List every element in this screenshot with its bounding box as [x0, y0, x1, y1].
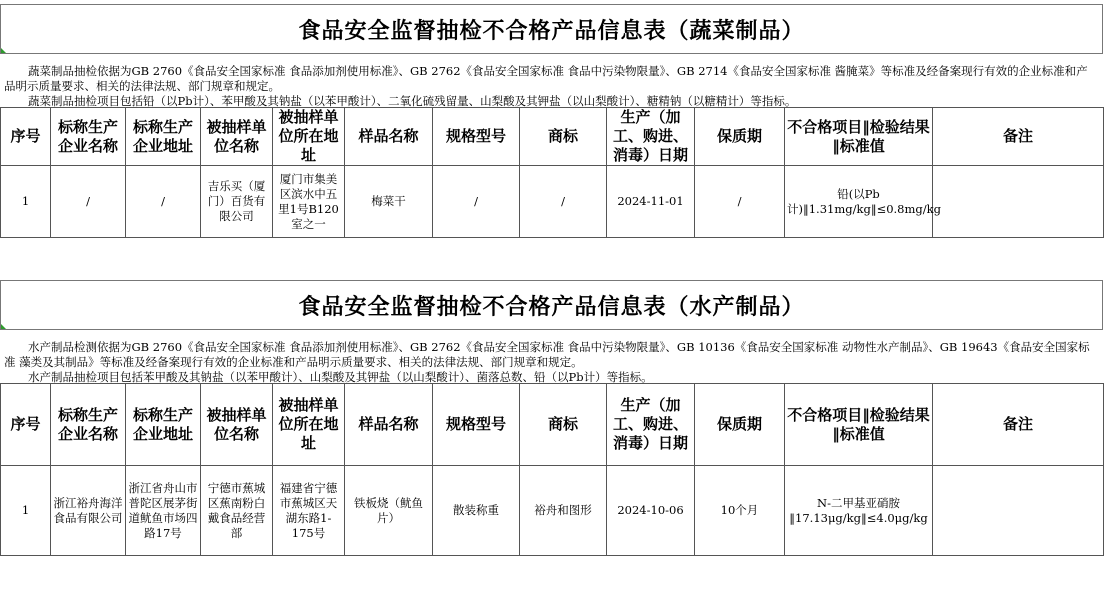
table-row	[1, 166, 1104, 238]
table-cell: 福建省宁德市蕉城区天湖东路1-175号	[273, 466, 345, 556]
data-table	[0, 383, 1104, 556]
table-cell: 浙江裕舟海洋食品有限公司	[51, 466, 126, 556]
table-cell: 2024-10-06	[607, 466, 695, 556]
table-cell: 散装称重	[433, 466, 520, 556]
table-cell: /	[51, 166, 126, 238]
table-cell	[933, 466, 1104, 556]
table-header-row	[1, 384, 1104, 466]
section-intro	[0, 54, 1103, 107]
section-intro	[0, 330, 1103, 383]
data-table	[0, 107, 1104, 238]
section-title	[0, 4, 1103, 54]
header-cell: 序号	[1, 384, 51, 466]
intro-paragraph: 水产制品抽检项目包括苯甲酸及其钠盐（以苯甲酸计）、山梨酸及其钾盐（以山梨酸计）、菌落总数、铅（以Pb计）等指标。	[28, 370, 653, 384]
table-cell: 铁板烧（鱿鱼片）	[345, 466, 433, 556]
header-cell: 被抽样单位名称	[201, 384, 273, 466]
header-cell: 标称生产企业名称	[51, 108, 126, 166]
table-cell	[933, 166, 1104, 238]
table-cell: /	[433, 166, 520, 238]
table-cell: /	[126, 166, 201, 238]
table-cell: 1	[1, 166, 51, 238]
section-title-text: 食品安全监督抽检不合格产品信息表（蔬菜制品）	[298, 18, 805, 44]
intro-paragraph: 蔬菜制品抽检依据为GB 2760《食品安全国家标准 食品添加剂使用标准》、GB 2762《食品安全国家标准 食品中污染物限量》、GB 2714《食品安全国家标准 酱腌菜》等标准及经备案现行有效的企业标准和产品明示质量要求、相关的法律法规、部门规章和规定。	[4, 64, 1088, 93]
section-vegetable	[0, 4, 1103, 238]
header-cell: 生产（加工、购进、消毒）日期	[607, 108, 695, 166]
header-cell: 保质期	[695, 384, 785, 466]
section-title-text: 食品安全监督抽检不合格产品信息表（水产制品）	[298, 294, 805, 320]
header-cell: 样品名称	[345, 108, 433, 166]
table-cell: 吉乐买（厦门）百货有限公司	[201, 166, 273, 238]
header-cell: 商标	[520, 384, 607, 466]
table-cell: N-二甲基亚硝胺‖17.13μg/kg‖≤4.0μg/kg	[785, 466, 933, 556]
table-cell: 铅(以Pb计)‖1.31mg/kg‖≤0.8mg/kg	[785, 166, 933, 238]
header-cell: 商标	[520, 108, 607, 166]
table-cell: 裕舟和图形	[520, 466, 607, 556]
header-cell: 规格型号	[433, 384, 520, 466]
table-cell: /	[520, 166, 607, 238]
intro-paragraph: 蔬菜制品抽检项目包括铅（以Pb计）、苯甲酸及其钠盐（以苯甲酸计）、二氧化硫残留量、山梨酸及其钾盐（以山梨酸计）、糖精钠（以糖精计）等指标。	[28, 94, 797, 108]
header-cell: 规格型号	[433, 108, 520, 166]
header-cell: 不合格项目‖检验结果‖标准值	[785, 108, 933, 166]
header-cell: 不合格项目‖检验结果‖标准值	[785, 384, 933, 466]
section-title	[0, 280, 1103, 330]
cell-marker-icon	[1, 324, 6, 329]
header-cell: 生产（加工、购进、消毒）日期	[607, 384, 695, 466]
table-cell: 梅菜干	[345, 166, 433, 238]
intro-paragraph: 水产制品检测依据为GB 2760《食品安全国家标准 食品添加剂使用标准》、GB 2762《食品安全国家标准 食品中污染物限量》、GB 10136《食品安全国家标准 动物性水产制品》、GB 19643《食品安全国家标准 藻类及其制品》等标准及经备案现行有效的企业标准和产品明示质量要求、相关的法律法规、部门规章和规定。	[4, 340, 1090, 369]
table-row	[1, 466, 1104, 556]
header-cell: 样品名称	[345, 384, 433, 466]
table-cell: 10个月	[695, 466, 785, 556]
header-cell: 标称生产企业地址	[126, 384, 201, 466]
table-cell: 厦门市集美区滨水中五里1号B120室之一	[273, 166, 345, 238]
header-cell: 被抽样单位所在地址	[273, 108, 345, 166]
header-cell: 备注	[933, 384, 1104, 466]
table-header-row	[1, 108, 1104, 166]
table-cell: 宁德市蕉城区蕉南粉白戴食品经营部	[201, 466, 273, 556]
table-cell: /	[695, 166, 785, 238]
header-cell: 保质期	[695, 108, 785, 166]
section-aquatic	[0, 280, 1103, 556]
header-cell: 被抽样单位所在地址	[273, 384, 345, 466]
header-cell: 序号	[1, 108, 51, 166]
header-cell: 标称生产企业名称	[51, 384, 126, 466]
table-cell: 2024-11-01	[607, 166, 695, 238]
header-cell: 标称生产企业地址	[126, 108, 201, 166]
cell-marker-icon	[1, 48, 6, 53]
header-cell: 备注	[933, 108, 1104, 166]
table-cell: 1	[1, 466, 51, 556]
header-cell: 被抽样单位名称	[201, 108, 273, 166]
table-cell: 浙江省舟山市普陀区展茅街道鱿鱼市场四路17号	[126, 466, 201, 556]
